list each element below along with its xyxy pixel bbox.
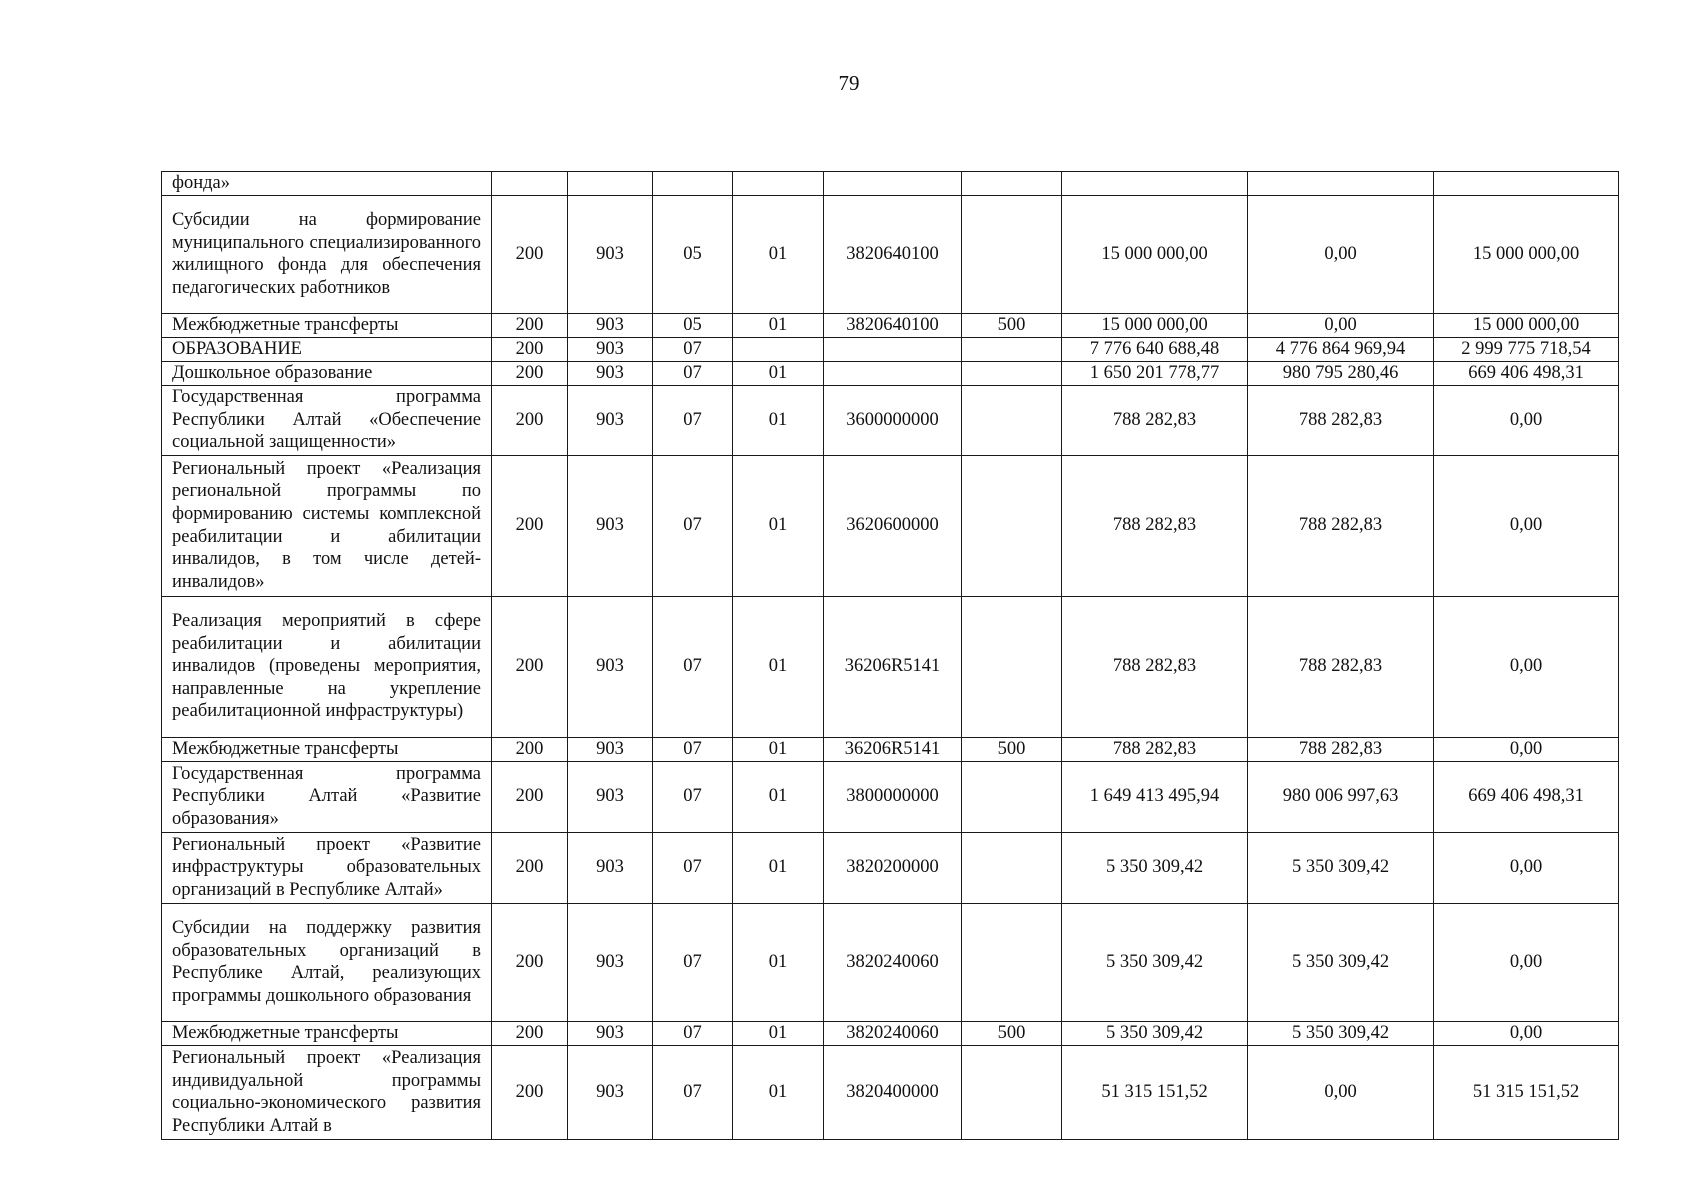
row-col1: 200 — [492, 313, 568, 337]
row-col1: 200 — [492, 903, 568, 1021]
row-vr — [962, 337, 1062, 361]
row-col4: 01 — [733, 832, 824, 903]
row-col3: 07 — [653, 1045, 733, 1139]
row-col1: 200 — [492, 337, 568, 361]
row-col4: 01 — [733, 361, 824, 385]
table-row — [162, 337, 1619, 361]
row-sum-a: 5 350 309,42 — [1248, 832, 1434, 903]
row-name: Государственная программа Республики Алтай «Обеспечение социальной защищенности» — [162, 385, 492, 455]
row-col4: 01 — [733, 1045, 824, 1139]
row-col1: 200 — [492, 832, 568, 903]
row-col2: 903 — [568, 313, 653, 337]
row-sum-b: 2 999 775 718,54 — [1434, 337, 1619, 361]
table-row — [162, 903, 1619, 1021]
row-sum-total: 5 350 309,42 — [1062, 1021, 1248, 1045]
table-row — [162, 172, 1619, 196]
table-row — [162, 361, 1619, 385]
row-col2: 903 — [568, 337, 653, 361]
row-sum-b: 0,00 — [1434, 1021, 1619, 1045]
row-col3: 07 — [653, 761, 733, 832]
row-sum-a: 788 282,83 — [1248, 455, 1434, 596]
row-col1: 200 — [492, 361, 568, 385]
row-col2: 903 — [568, 1021, 653, 1045]
row-sum-a: 980 006 997,63 — [1248, 761, 1434, 832]
row-vr — [962, 385, 1062, 455]
row-col2: 903 — [568, 903, 653, 1021]
row-name: ОБРАЗОВАНИЕ — [162, 337, 492, 361]
row-col4: 01 — [733, 596, 824, 737]
row-sum-a: 980 795 280,46 — [1248, 361, 1434, 385]
row-col1: 200 — [492, 455, 568, 596]
row-sum-a: 0,00 — [1248, 1045, 1434, 1139]
row-name: фонда» — [162, 172, 492, 196]
row-csr: 3620600000 — [824, 455, 962, 596]
row-csr: 3820640100 — [824, 313, 962, 337]
row-col2: 903 — [568, 1045, 653, 1139]
row-csr — [824, 337, 962, 361]
row-sum-a: 788 282,83 — [1248, 737, 1434, 761]
row-col2: 903 — [568, 455, 653, 596]
row-col4: 01 — [733, 761, 824, 832]
row-name: Дошкольное образование — [162, 361, 492, 385]
row-name: Региональный проект «Реализация региональной программы по формированию системы комплексной реабилитации и абилитации инвалидов, в том числе детей-инвалидов» — [162, 455, 492, 596]
row-col2: 903 — [568, 761, 653, 832]
row-col3: 07 — [653, 737, 733, 761]
row-vr — [962, 761, 1062, 832]
row-csr: 3820240060 — [824, 1021, 962, 1045]
row-vr — [962, 172, 1062, 196]
row-col4 — [733, 337, 824, 361]
row-col4: 01 — [733, 737, 824, 761]
row-sum-a: 5 350 309,42 — [1248, 1021, 1434, 1045]
row-sum-a: 5 350 309,42 — [1248, 903, 1434, 1021]
row-col4: 01 — [733, 195, 824, 313]
row-sum-total: 5 350 309,42 — [1062, 903, 1248, 1021]
row-col3: 07 — [653, 337, 733, 361]
row-col3: 07 — [653, 832, 733, 903]
row-csr: 3820640100 — [824, 195, 962, 313]
row-sum-total: 1 650 201 778,77 — [1062, 361, 1248, 385]
row-sum-b — [1434, 172, 1619, 196]
row-sum-a: 0,00 — [1248, 195, 1434, 313]
row-sum-b: 15 000 000,00 — [1434, 195, 1619, 313]
budget-table — [161, 171, 1619, 1140]
row-col2: 903 — [568, 832, 653, 903]
row-sum-total: 7 776 640 688,48 — [1062, 337, 1248, 361]
row-name: Межбюджетные трансферты — [162, 1021, 492, 1045]
row-vr — [962, 903, 1062, 1021]
table-row — [162, 455, 1619, 596]
row-sum-b: 0,00 — [1434, 596, 1619, 737]
row-name: Региональный проект «Развитие инфраструктуры образовательных организаций в Республике Алтай» — [162, 832, 492, 903]
row-col1: 200 — [492, 737, 568, 761]
row-col4: 01 — [733, 1021, 824, 1045]
row-sum-a — [1248, 172, 1434, 196]
row-col1: 200 — [492, 1045, 568, 1139]
row-sum-total: 788 282,83 — [1062, 596, 1248, 737]
table-row — [162, 1021, 1619, 1045]
row-col4: 01 — [733, 903, 824, 1021]
row-sum-b: 0,00 — [1434, 903, 1619, 1021]
row-sum-b: 0,00 — [1434, 832, 1619, 903]
row-col4 — [733, 172, 824, 196]
row-sum-b: 0,00 — [1434, 455, 1619, 596]
row-sum-total: 788 282,83 — [1062, 737, 1248, 761]
row-vr — [962, 832, 1062, 903]
row-csr — [824, 361, 962, 385]
row-col4: 01 — [733, 455, 824, 596]
row-name: Субсидии на формирование муниципального специализированного жилищного фонда для обеспечения педагогических работников — [162, 195, 492, 313]
row-col2: 903 — [568, 596, 653, 737]
row-csr: 3820240060 — [824, 903, 962, 1021]
table-row — [162, 313, 1619, 337]
row-sum-a: 0,00 — [1248, 313, 1434, 337]
row-sum-total: 51 315 151,52 — [1062, 1045, 1248, 1139]
row-col2: 903 — [568, 737, 653, 761]
row-sum-total: 788 282,83 — [1062, 455, 1248, 596]
row-col4: 01 — [733, 313, 824, 337]
row-sum-a: 4 776 864 969,94 — [1248, 337, 1434, 361]
row-col1 — [492, 172, 568, 196]
row-col4: 01 — [733, 385, 824, 455]
row-vr: 500 — [962, 1021, 1062, 1045]
row-name: Межбюджетные трансферты — [162, 737, 492, 761]
row-sum-total: 788 282,83 — [1062, 385, 1248, 455]
row-col3 — [653, 172, 733, 196]
row-col3: 07 — [653, 385, 733, 455]
page-number: 79 — [838, 71, 860, 95]
row-sum-total — [1062, 172, 1248, 196]
row-sum-b: 669 406 498,31 — [1434, 761, 1619, 832]
row-col1: 200 — [492, 596, 568, 737]
row-col3: 05 — [653, 195, 733, 313]
row-vr: 500 — [962, 737, 1062, 761]
row-sum-total: 15 000 000,00 — [1062, 195, 1248, 313]
row-col2: 903 — [568, 195, 653, 313]
table-row — [162, 737, 1619, 761]
table-row — [162, 596, 1619, 737]
row-name: Региональный проект «Реализация индивидуальной программы социально-экономического развития Республики Алтай в — [162, 1045, 492, 1139]
row-col1: 200 — [492, 761, 568, 832]
row-col3: 07 — [653, 903, 733, 1021]
row-csr: 36206R5141 — [824, 596, 962, 737]
row-col1: 200 — [492, 195, 568, 313]
row-vr — [962, 1045, 1062, 1139]
row-csr: 3820400000 — [824, 1045, 962, 1139]
row-name: Реализация мероприятий в сфере реабилитации и абилитации инвалидов (проведены мероприятия, направленные на укрепление реабилитационной инфраструктуры) — [162, 596, 492, 737]
row-sum-b: 0,00 — [1434, 385, 1619, 455]
row-col3: 07 — [653, 455, 733, 596]
row-col2: 903 — [568, 361, 653, 385]
row-col3: 05 — [653, 313, 733, 337]
row-col3: 07 — [653, 596, 733, 737]
table-row — [162, 195, 1619, 313]
table-row — [162, 761, 1619, 832]
row-sum-total: 1 649 413 495,94 — [1062, 761, 1248, 832]
row-name: Межбюджетные трансферты — [162, 313, 492, 337]
row-vr — [962, 596, 1062, 737]
row-csr: 36206R5141 — [824, 737, 962, 761]
table-row — [162, 1045, 1619, 1139]
row-sum-b: 0,00 — [1434, 737, 1619, 761]
row-sum-b: 669 406 498,31 — [1434, 361, 1619, 385]
row-col3: 07 — [653, 1021, 733, 1045]
row-csr: 3820200000 — [824, 832, 962, 903]
row-csr: 3600000000 — [824, 385, 962, 455]
row-col2 — [568, 172, 653, 196]
row-sum-a: 788 282,83 — [1248, 596, 1434, 737]
row-csr: 3800000000 — [824, 761, 962, 832]
row-sum-b: 15 000 000,00 — [1434, 313, 1619, 337]
row-vr — [962, 195, 1062, 313]
table-row — [162, 385, 1619, 455]
row-sum-total: 5 350 309,42 — [1062, 832, 1248, 903]
row-col3: 07 — [653, 361, 733, 385]
row-sum-a: 788 282,83 — [1248, 385, 1434, 455]
row-vr — [962, 361, 1062, 385]
row-sum-total: 15 000 000,00 — [1062, 313, 1248, 337]
row-col2: 903 — [568, 385, 653, 455]
row-csr — [824, 172, 962, 196]
row-sum-b: 51 315 151,52 — [1434, 1045, 1619, 1139]
row-vr: 500 — [962, 313, 1062, 337]
row-name: Государственная программа Республики Алтай «Развитие образования» — [162, 761, 492, 832]
row-col1: 200 — [492, 385, 568, 455]
table-row — [162, 832, 1619, 903]
row-vr — [962, 455, 1062, 596]
row-col1: 200 — [492, 1021, 568, 1045]
row-name: Субсидии на поддержку развития образовательных организаций в Республике Алтай, реализующих программы дошкольного образования — [162, 903, 492, 1021]
